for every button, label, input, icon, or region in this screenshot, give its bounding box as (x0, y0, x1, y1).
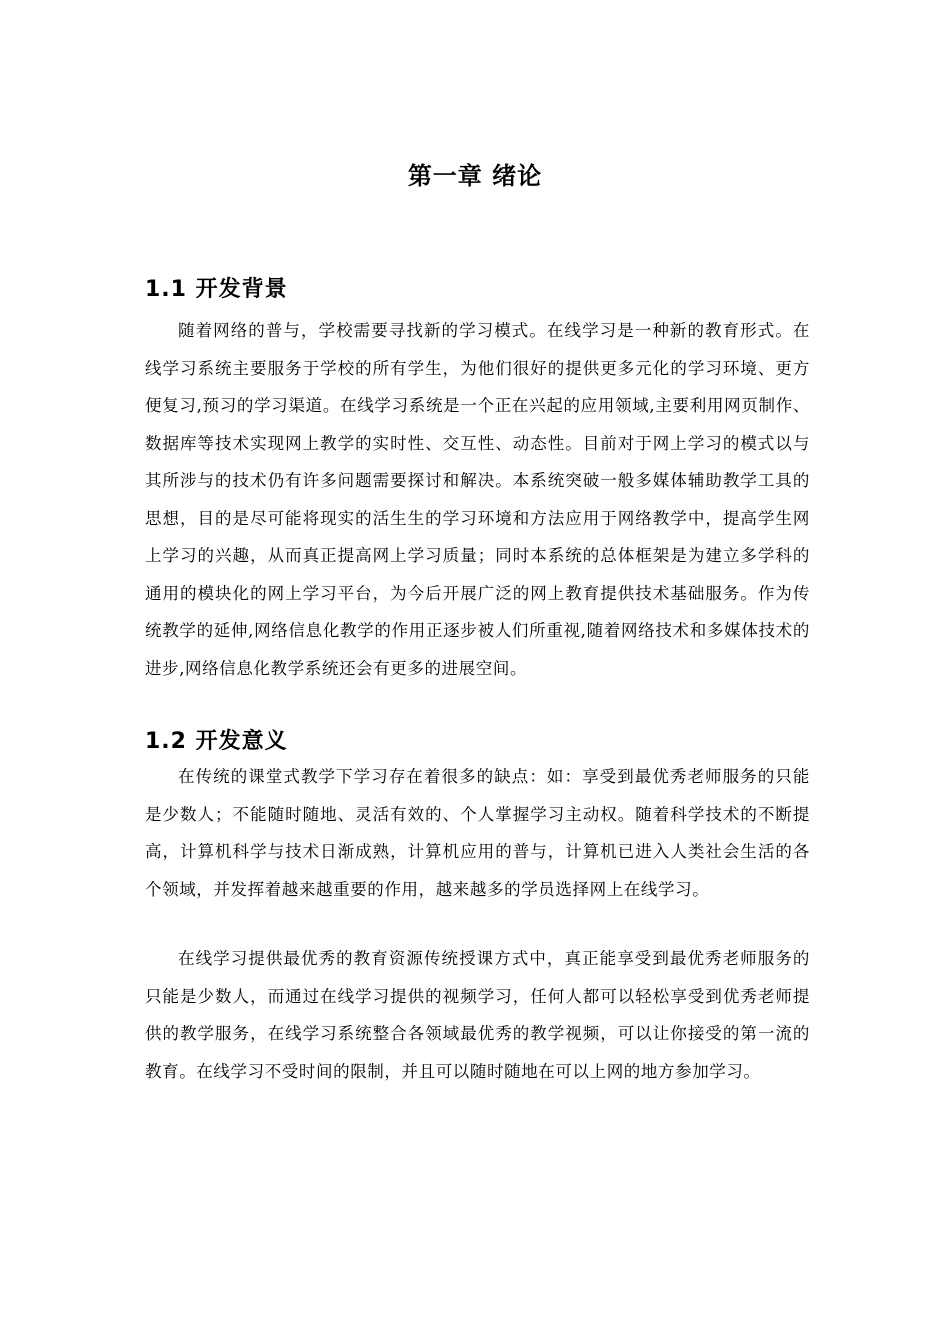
chapter-title: 第一章 绪论 (407, 162, 543, 190)
section-1-2-paragraph-2: 在线学习提供最优秀的教育资源传统授课方式中，真正能享受到最优秀老师服务的只能是少数人，而通过在线学习提供的视频学习，任何人都可以轻松享受到优秀老师提供的教学服务，在线学习系统整合各领域最优秀的教学视频，可以让你接受的第一流的教育。在线学习不受时间的限制，并且可以随时随地在可以上网的地方参加学习。 (145, 949, 810, 1081)
section-heading-1-1: 1.1 开发背景 (145, 277, 288, 302)
section-1-1-paragraph: 随着网络的普与，学校需要寻找新的学习模式。在线学习是一种新的教育形式。在线学习系统主要服务于学校的所有学生，为他们很好的提供更多元化的学习环境、更方便复习,预习的学习渠道。在线学习系统是一个正在兴起的应用领域,主要利用网页制作、数据库等技术实现网上教学的实时性、交互性、动态性。目前对于网上学习的模式以与其所涉与的技术仍有许多问题需要探讨和解决。本系统突破一般多媒体辅助教学工具的思想，目的是尽可能将现实的活生生的学习环境和方法应用于网络教学中，提高学生网上学习的兴趣，从而真正提高网上学习质量；同时本系统的总体框架是为建立多学科的通用的模块化的网上学习平台，为今后开展广泛的网上教育提供技术基础服务。作为传统教学的延伸,网络信息化教学的作用正逐步被人们所重视,随着网络技术和多媒体技术的进步,网络信息化教学系统还会有更多的进展空间。 (145, 321, 810, 678)
section-1-2-paragraph-1: 在传统的课堂式教学下学习存在着很多的缺点：如：享受到最优秀老师服务的只能是少数人；不能随时随地、灵活有效的、个人掌握学习主动权。随着科学技术的不断提高，计算机科学与技术日渐成熟，计算机应用的普与，计算机已进入人类社会生活的各个领域，并发挥着越来越重要的作用，越来越多的学员选择网上在线学习。 (145, 767, 810, 899)
section-heading-1-2: 1.2 开发意义 (145, 729, 288, 754)
